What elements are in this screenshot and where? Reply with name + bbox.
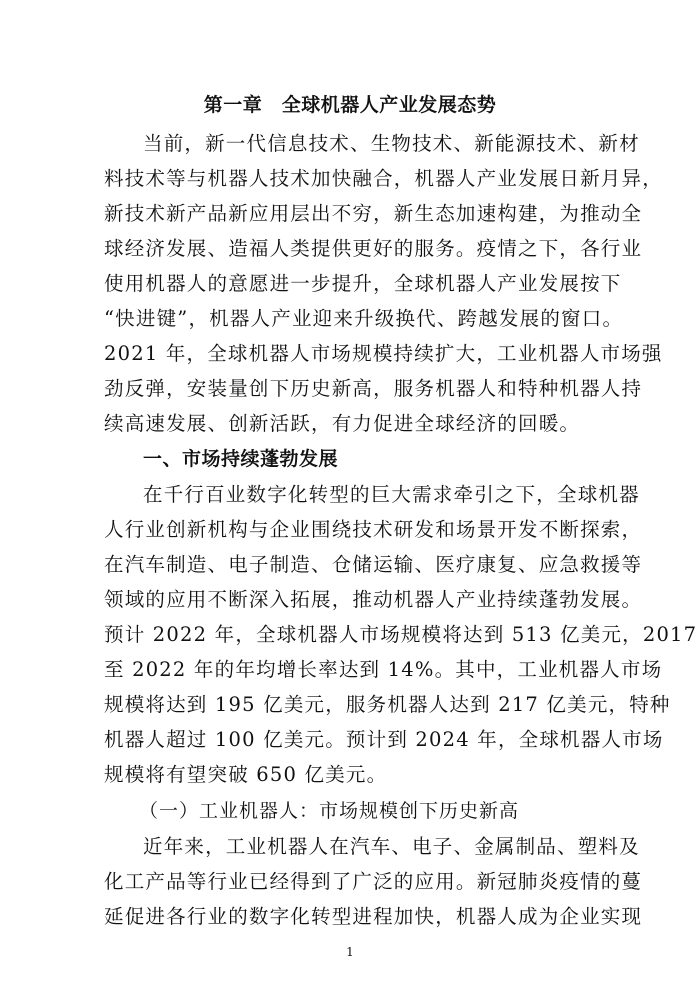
paragraph-line: 近年来，工业机器人在汽车、电子、金属制品、塑料及 <box>143 835 640 858</box>
paragraph-line: 延促进各行业的数字化转型进程加快，机器人成为企业实现 <box>104 905 643 928</box>
paragraph-line: 规模将有望突破 650 亿美元。 <box>104 763 388 786</box>
subsection-heading: （一）工业机器人：市场规模创下历史新高 <box>139 800 520 822</box>
section-heading: 一、市场持续蓬勃发展 <box>143 448 339 470</box>
paragraph-line: 料技术等与机器人技术加快融合，机器人产业发展日新月异， <box>104 167 663 190</box>
paragraph-line: 人行业创新机构与企业围绕技术研发和场景开发不断探索， <box>104 518 643 541</box>
paragraph-line: 机器人超过 100 亿美元。预计到 2024 年，全球机器人市场 <box>104 728 664 751</box>
paragraph-line: 预计 2022 年，全球机器人市场规模将达到 513 亿美元，2017 <box>104 623 698 646</box>
paragraph-line: 至 2022 年的年均增长率达到 14%。其中，工业机器人市场 <box>104 658 663 681</box>
paragraph-line: 劲反弹，安装量创下历史新高，服务机器人和特种机器人持 <box>104 377 643 400</box>
paragraph-line: 使用机器人的意愿进一步提升，全球机器人产业发展按下 <box>104 272 622 295</box>
paragraph-line: 新技术新产品新应用层出不穷，新生态加速构建，为推动全 <box>104 202 643 225</box>
paragraph-line: 在千行百业数字化转型的巨大需求牵引之下，全球机器 <box>143 483 640 506</box>
paragraph-line: 在汽车制造、电子制造、仓储运输、医疗康复、应急救援等 <box>104 553 643 576</box>
paragraph-line: 当前，新一代信息技术、生物技术、新能源技术、新材 <box>143 132 640 155</box>
paragraph-line: 2021 年，全球机器人市场规模持续扩大，工业机器人市场强 <box>104 342 663 365</box>
paragraph-line: 规模将达到 195 亿美元，服务机器人达到 217 亿美元，特种 <box>104 693 671 716</box>
page-number: 1 <box>346 945 354 959</box>
paragraph-line: 领域的应用不断深入拓展，推动机器人产业持续蓬勃发展。 <box>104 588 643 611</box>
paragraph-line: 续高速发展、创新活跃，有力促进全球经济的回暖。 <box>104 412 581 435</box>
paragraph-line: 球经济发展、造福人类提供更好的服务。疫情之下，各行业 <box>104 237 643 260</box>
paragraph-line: “快进键”，机器人产业迎来升级换代、跨越发展的窗口。 <box>104 307 624 330</box>
paragraph-line: 化工产品等行业已经得到了广泛的应用。新冠肺炎疫情的蔓 <box>104 870 643 893</box>
chapter-title: 第一章 全球机器人产业发展态势 <box>203 94 497 116</box>
